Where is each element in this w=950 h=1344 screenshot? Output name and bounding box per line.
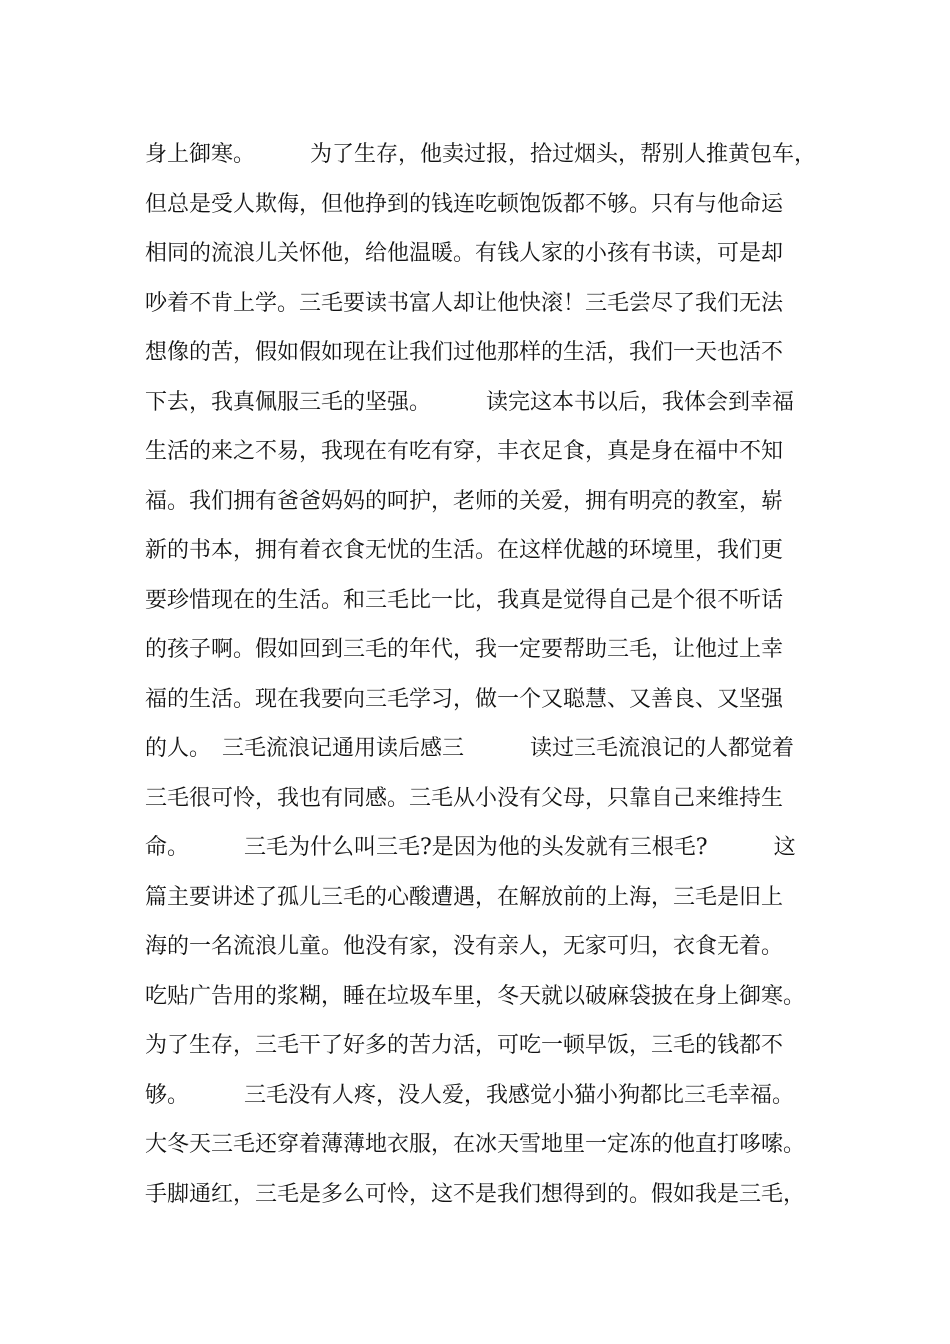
text-line-10: 要珍惜现在的生活。和三毛比一比，我真是觉得自己是个很不听话 bbox=[145, 587, 784, 613]
text-line-1: 身上御寒。 为了生存，他卖过报，拾过烟头，帮别人推黄包车， bbox=[145, 142, 817, 167]
text-line-9: 新的书本，拥有着衣食无忧的生活。在这样优越的环境里，我们更 bbox=[145, 538, 784, 563]
text-line-3: 相同的流浪儿关怀他，给他温暖。有钱人家的小孩有书读，可是却 bbox=[145, 241, 784, 266]
text-line-21: 大冬天三毛还穿着薄薄地衣服，在冰天雪地里一定冻的他直打哆嗦。 bbox=[145, 1132, 806, 1157]
text-line-4: 吵着不肯上学。三毛要读书富人却让他快滚！三毛尝尽了我们无法 bbox=[145, 290, 784, 316]
text-line-15: 命。 三毛为什么叫三毛?是因为他的头发就有三根毛? 这 bbox=[145, 835, 796, 860]
text-line-20: 够。 三毛没有人疼，没人爱，我感觉小猫小狗都比三毛幸福。 bbox=[145, 1082, 795, 1108]
text-line-18: 吃贴广告用的浆糊，睡在垃圾车里，冬天就以破麻袋披在身上御寒。 bbox=[145, 983, 806, 1009]
text-line-6: 下去，我真佩服三毛的坚强。 读完这本书以后，我体会到幸福 bbox=[145, 389, 795, 415]
text-line-5: 想像的苦，假如假如现在让我们过他那样的生活，我们一天也活不 bbox=[145, 340, 784, 365]
text-line-17: 海的一名流浪儿童。他没有家，没有亲人，无家可归，衣食无着。 bbox=[145, 934, 784, 959]
text-line-19: 为了生存，三毛干了好多的苦力活，可吃一顿早饭，三毛的钱都不 bbox=[145, 1033, 784, 1058]
text-line-14: 三毛很可怜，我也有同感。三毛从小没有父母，只靠自己来维持生 bbox=[145, 785, 784, 811]
text-line-16: 篇主要讲述了孤儿三毛的心酸遭遇，在解放前的上海，三毛是旧上 bbox=[145, 884, 784, 910]
text-line-8: 福。我们拥有爸爸妈妈的呵护，老师的关爱，拥有明亮的教室，崭 bbox=[145, 488, 784, 514]
text-line-11: 的孩子啊。假如回到三毛的年代，我一定要帮助三毛，让他过上幸 bbox=[145, 637, 784, 662]
text-line-7: 生活的来之不易，我现在有吃有穿，丰衣足食，真是身在福中不知 bbox=[145, 439, 784, 464]
text-line-12: 福的生活。现在我要向三毛学习，做一个又聪慧、又善良、又坚强 bbox=[145, 686, 784, 712]
text-line-22: 手脚通红，三毛是多么可怜，这不是我们想得到的。假如我是三毛， bbox=[145, 1181, 806, 1207]
body-text bbox=[145, 130, 845, 1219]
text-line-2: 但总是受人欺侮，但他挣到的钱连吃顿饱饭都不够。只有与他命运 bbox=[145, 191, 784, 217]
text-line-13: 的人。 三毛流浪记通用读后感三 读过三毛流浪记的人都觉着 bbox=[145, 736, 795, 761]
